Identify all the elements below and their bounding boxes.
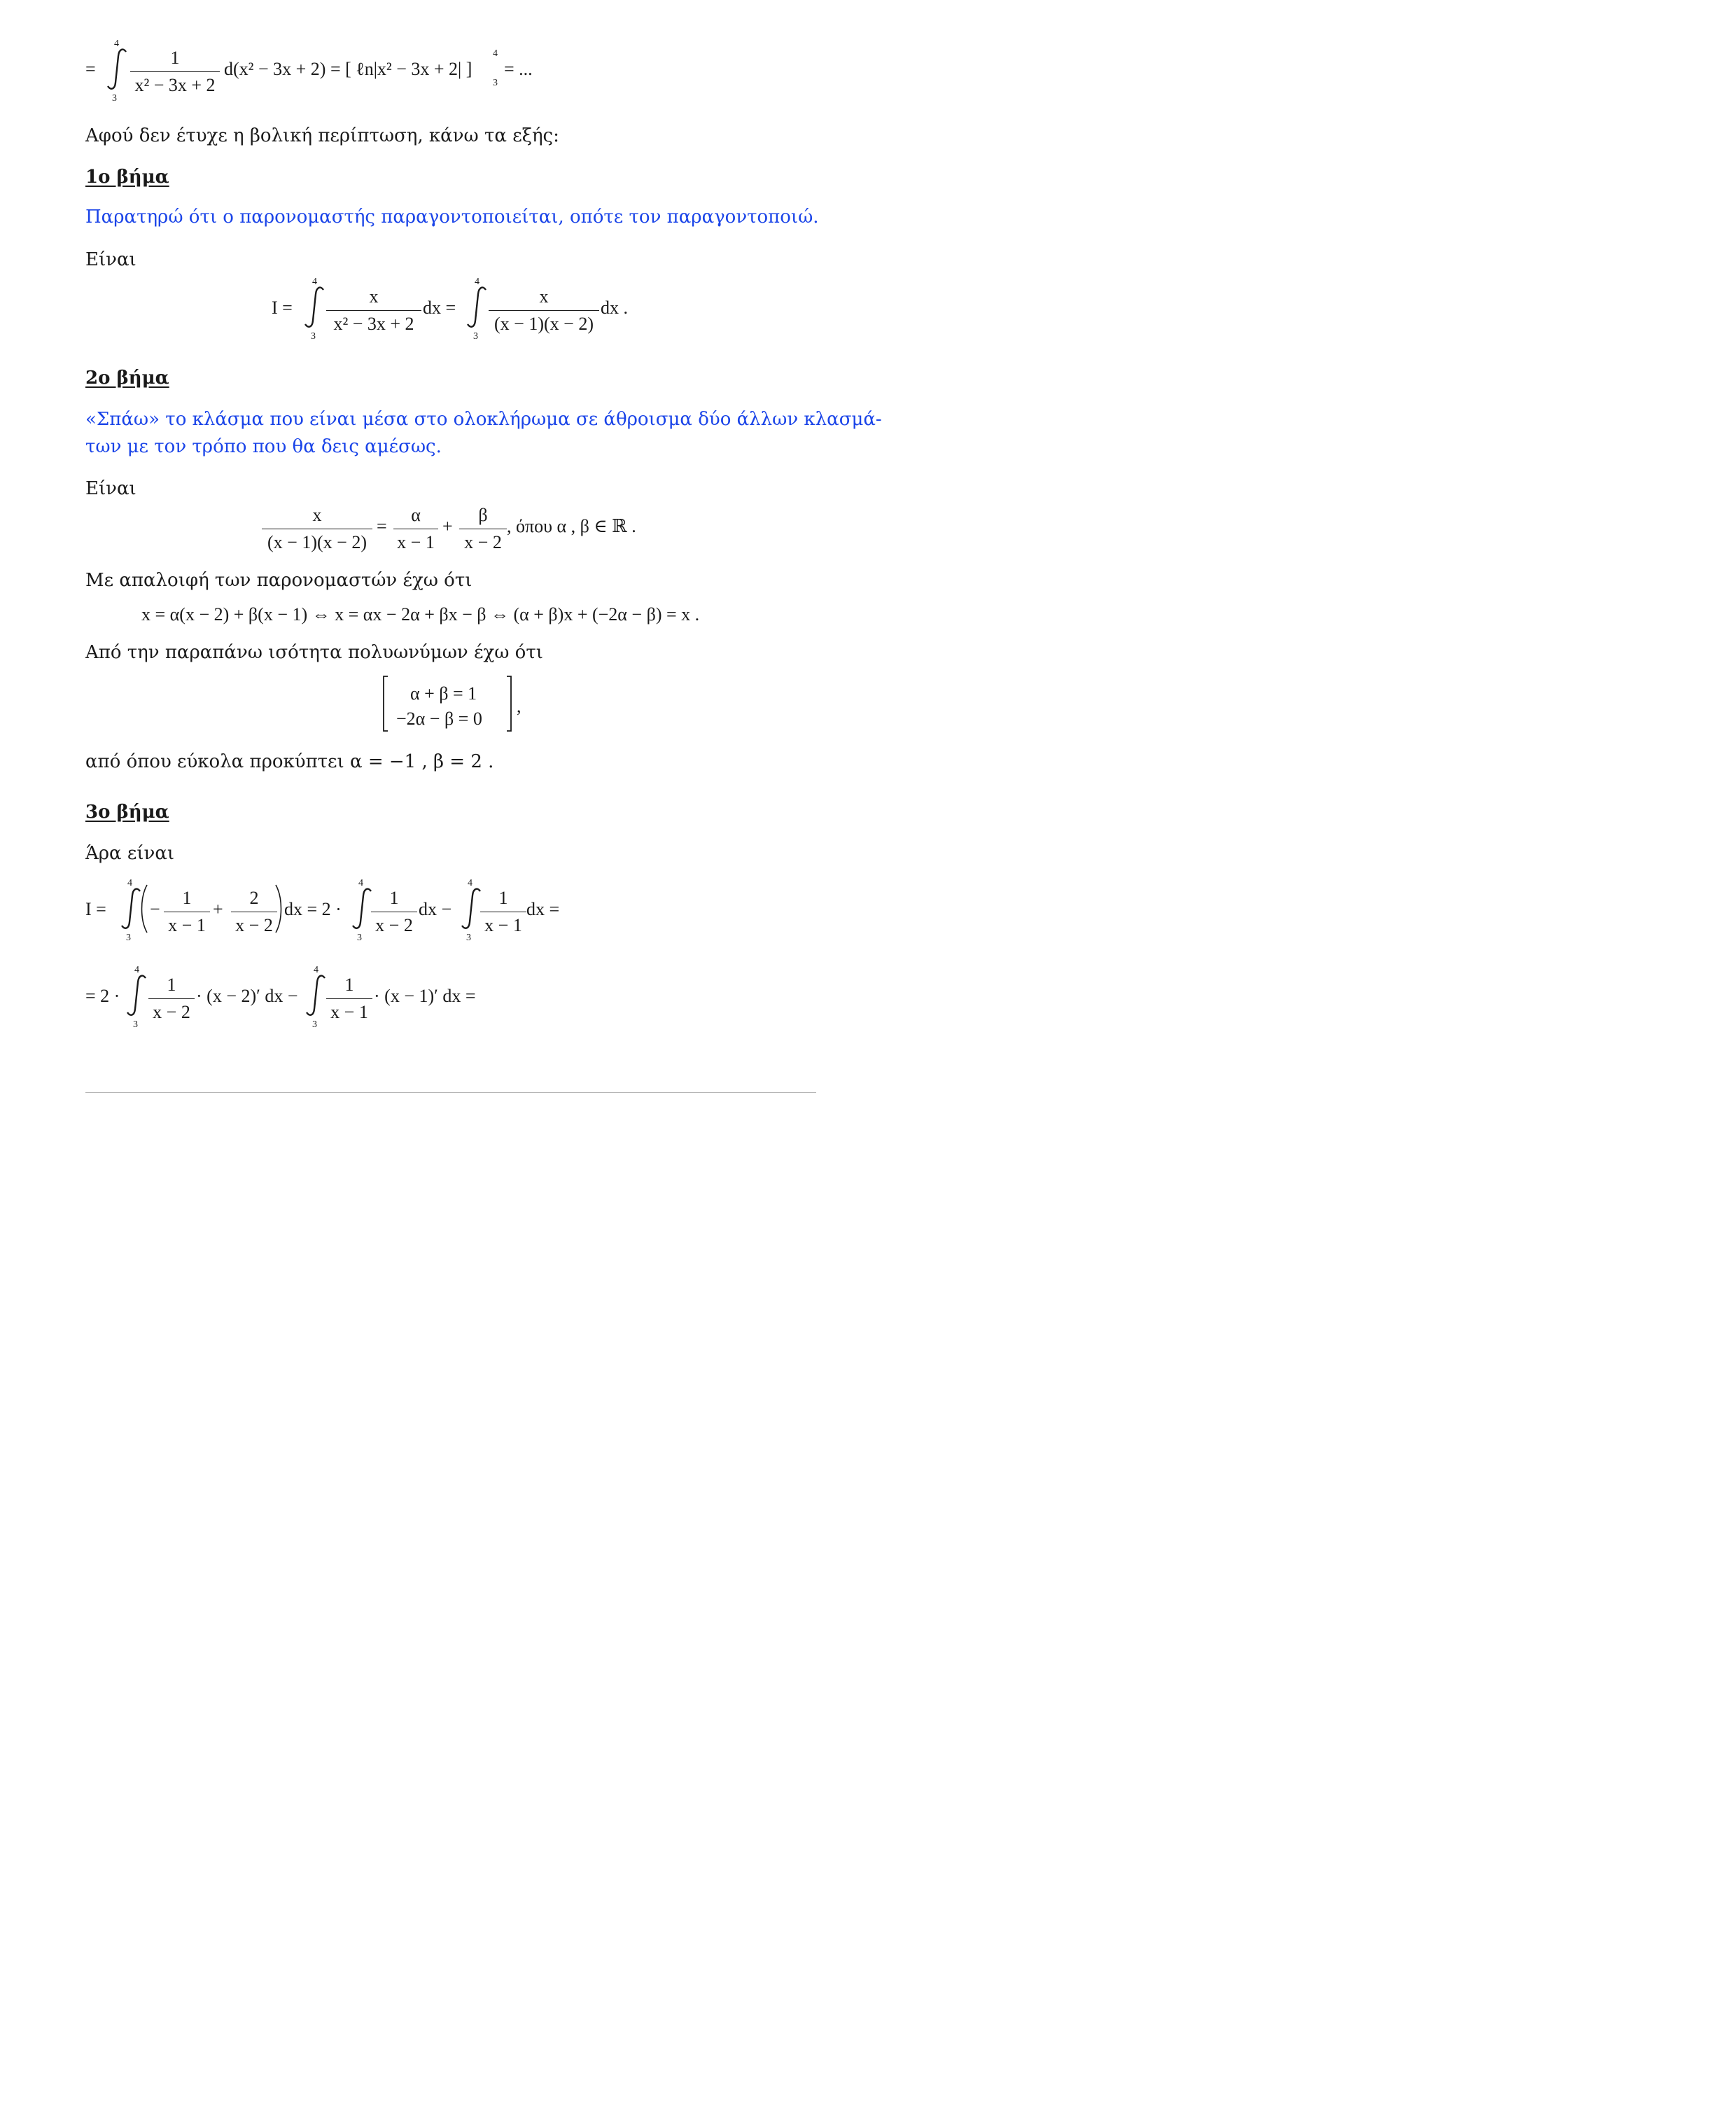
integral-upper-limit: 4 <box>134 965 139 975</box>
integral-lower-limit: 3 <box>311 331 316 342</box>
numerator: 1 <box>170 48 180 68</box>
paragraph-polynomials: Από την παραπάνω ισότητα πολυωνύμων έχω ότι <box>85 642 543 663</box>
fraction <box>164 889 210 935</box>
heading-step-3: 3ο βήμα <box>85 802 169 823</box>
expression: dx − <box>419 899 452 919</box>
bracket-upper-limit: 4 <box>493 48 498 59</box>
expression: · (x − 2)′ dx − <box>196 986 298 1006</box>
fraction <box>489 288 599 333</box>
integral-upper-limit: 4 <box>127 878 132 888</box>
numerator: x <box>369 286 379 307</box>
step-3-lead: Άρα είναι <box>85 843 175 864</box>
expression: dx = 2 · <box>284 899 342 919</box>
fraction <box>326 288 421 333</box>
integral-upper-limit: 4 <box>314 965 318 975</box>
integral-upper-limit: 4 <box>468 878 472 888</box>
fraction <box>148 976 195 1021</box>
denominator: x − 2 <box>459 529 507 552</box>
left-paren-icon <box>139 884 150 934</box>
fraction <box>262 506 372 552</box>
lhs: = 2 · <box>85 986 120 1006</box>
lhs: I = <box>272 298 293 318</box>
lhs: I = <box>85 899 106 919</box>
numerator: 1 <box>182 888 192 908</box>
right-brace-icon <box>504 675 518 732</box>
system-equation-1: α + β = 1 <box>410 683 477 704</box>
heading-step-2: 2ο βήμα <box>85 368 169 389</box>
expression: · (x − 1)′ dx = <box>374 986 476 1006</box>
differential: dx . <box>601 298 628 318</box>
fraction <box>459 506 507 552</box>
denominator: x − 2 <box>148 998 195 1021</box>
numerator: 1 <box>344 975 354 995</box>
fraction <box>393 506 438 552</box>
denominator: x² − 3x + 2 <box>130 71 220 95</box>
fraction <box>326 976 372 1021</box>
numerator: 1 <box>498 888 508 908</box>
paragraph-result: από όπου εύκολα προκύπτει α = −1 , β = 2 . <box>85 751 494 772</box>
denominator: x − 1 <box>393 529 438 552</box>
equation-expansion: x = α(x − 2) + β(x − 1) ⇔ x = αx − 2α + βx − β ⇔ (α + β)x + (−2α − β) = x . <box>141 604 700 625</box>
integral-lower-limit: 3 <box>473 331 478 342</box>
fraction <box>130 49 220 95</box>
plus-sign: + <box>213 899 223 919</box>
plus-sign: + <box>442 516 453 536</box>
denominator: (x − 1)(x − 2) <box>262 529 372 552</box>
integral-sign-icon <box>105 46 133 91</box>
denominator: x − 1 <box>164 912 210 935</box>
fraction <box>371 889 417 935</box>
denominator: (x − 1)(x − 2) <box>489 310 599 333</box>
numerator: x <box>312 505 322 525</box>
fraction <box>231 889 277 935</box>
integral-upper-limit: 4 <box>475 277 479 287</box>
equals-sign: = <box>377 516 387 536</box>
expression-tail: = ... <box>504 59 533 79</box>
expression: dx = <box>526 899 560 919</box>
minus-sign: − <box>150 899 160 919</box>
step-2-lead: Είναι <box>85 478 136 499</box>
integral-upper-limit: 4 <box>114 39 119 49</box>
denominator: x − 1 <box>326 998 372 1021</box>
step-1-note: Παρατηρώ ότι ο παρονομαστής παραγοντοποιείται, οπότε τον παραγοντοποιώ. <box>85 207 819 228</box>
paragraph-elimination: Με απαλοιφή των παρονομαστών έχω ότι <box>85 570 472 591</box>
numerator: 1 <box>389 888 399 908</box>
fraction <box>480 889 526 935</box>
numerator: β <box>478 505 488 525</box>
numerator: 2 <box>249 888 259 908</box>
footer-rule <box>85 1092 816 1093</box>
system-comma: , <box>517 696 522 716</box>
integral-lower-limit: 3 <box>357 933 362 943</box>
numerator: α <box>411 505 421 525</box>
step-2-note-line-2: των με τον τρόπο που θα δεις αμέσως. <box>85 436 442 457</box>
paragraph-intro: Αφού δεν έτυχε η βολική περίπτωση, κάνω τα εξής: <box>85 125 559 146</box>
denominator: x − 2 <box>231 912 277 935</box>
right-paren-icon <box>273 884 284 934</box>
numerator: 1 <box>167 975 176 995</box>
left-brace-icon <box>378 675 392 732</box>
integral-lower-limit: 3 <box>312 1019 317 1030</box>
integral-upper-limit: 4 <box>312 277 317 287</box>
heading-step-1: 1ο βήμα <box>85 167 169 188</box>
equals-sign: = <box>85 59 96 79</box>
integral-lower-limit: 3 <box>466 933 471 943</box>
where-clause: , όπου α , β ∈ ℝ . <box>507 516 636 536</box>
numerator: x <box>539 286 549 307</box>
denominator: x² − 3x + 2 <box>326 310 421 333</box>
step-2-note-line-1: «Σπάω» το κλάσμα που είναι μέσα στο ολοκλήρωμα σε άθροισμα δύο άλλων κλασμά- <box>85 409 882 430</box>
integral-lower-limit: 3 <box>126 933 131 943</box>
denominator: x − 1 <box>480 912 526 935</box>
differential: dx = <box>423 298 456 318</box>
system-equation-2: −2α − β = 0 <box>396 709 482 729</box>
integral-lower-limit: 3 <box>112 93 117 104</box>
expression: d(x² − 3x + 2) = [ ℓn|x² − 3x + 2| ] <box>224 59 472 79</box>
step-1-lead: Είναι <box>85 249 136 270</box>
integral-lower-limit: 3 <box>133 1019 138 1030</box>
denominator: x − 2 <box>371 912 417 935</box>
bracket-lower-limit: 3 <box>493 78 498 88</box>
integral-upper-limit: 4 <box>358 878 363 888</box>
